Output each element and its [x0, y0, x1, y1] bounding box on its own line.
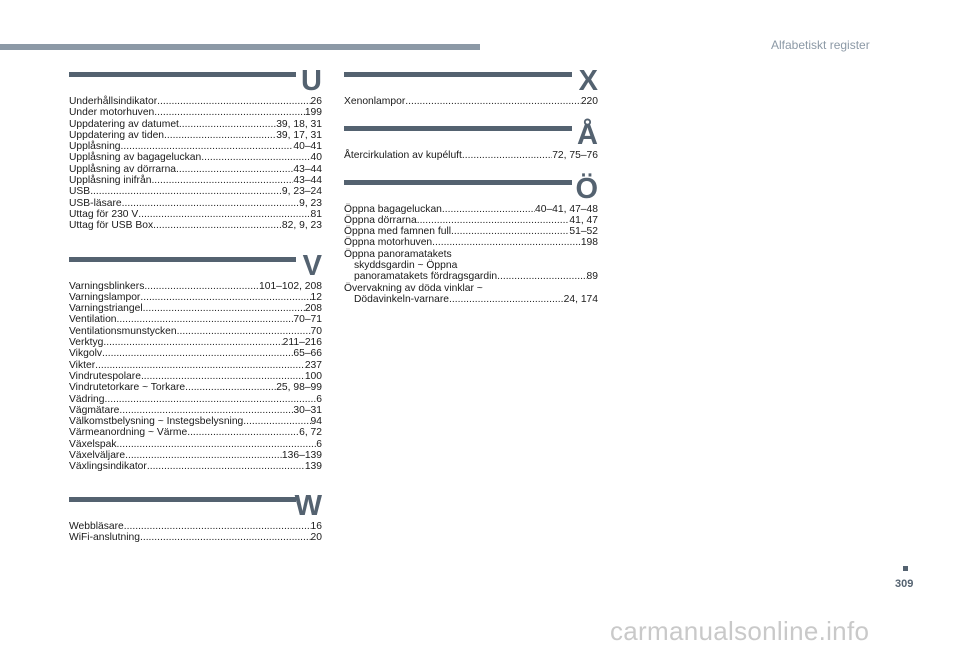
index-entry[interactable]: Öppna bagageluckan ..... 40–41, 47–48 — [344, 204, 598, 215]
index-entry[interactable]: Varningstriangel ..... 208 — [69, 303, 322, 314]
watermark: carmanualsonline.info — [610, 616, 870, 646]
index-entry[interactable]: Växlingsindikator ..... 139 — [69, 461, 322, 472]
index-entry[interactable]: Ventilation ..... 70–71 — [69, 314, 322, 325]
section-letter-x: X — [578, 65, 598, 97]
section-rule — [344, 72, 572, 77]
section-letter-oo: Ö — [575, 172, 598, 205]
index-entry[interactable]: Välkomstbelysning ~ Instegsbelysning ..... 94 — [69, 416, 322, 427]
index-entry[interactable]: Dödavinkeln-varnare ..... 24, 174 — [344, 294, 598, 305]
index-entry[interactable]: WiFi-anslutning ..... 20 — [69, 532, 322, 543]
index-entry[interactable]: Upplåsning av dörrarna ..... 43–44 — [69, 164, 322, 175]
section-letter-v: V — [302, 249, 322, 282]
index-entry[interactable]: Uppdatering av datumet ..... 39, 18, 31 — [69, 119, 322, 130]
index-entry[interactable]: Webbläsare ..... 16 — [69, 521, 322, 532]
index-entry[interactable]: Upplåsning ..... 40–41 — [69, 141, 322, 152]
section-rule — [69, 72, 296, 77]
entries-oo — [344, 204, 598, 306]
index-entry[interactable]: USB-läsare ..... 9, 23 — [69, 198, 322, 209]
section-header-aa — [344, 119, 598, 152]
index-entry[interactable]: Under motorhuven ..... 199 — [69, 107, 322, 118]
index-entry[interactable]: Uttag för 230 V ..... 81 — [69, 209, 322, 220]
index-entry[interactable]: Upplåsning av bagageluckan ..... 40 — [69, 152, 322, 163]
index-entry[interactable]: Varningslampor ..... 12 — [69, 292, 322, 303]
index-entry[interactable]: Vikgolv ..... 65–66 — [69, 348, 322, 359]
index-entry[interactable]: Upplåsning inifrån ..... 43–44 — [69, 175, 322, 186]
index-entry[interactable]: Verktyg ..... 211–216 — [69, 337, 322, 348]
index-entry[interactable]: panoramatakets fördragsgardin ..... 89 — [344, 271, 598, 282]
section-rule — [69, 497, 296, 502]
index-entry[interactable]: Vägmätare ..... 30–31 — [69, 405, 322, 416]
index-entry[interactable]: Uttag för USB Box ..... 82, 9, 23 — [69, 220, 322, 231]
index-entry[interactable]: Vindrutetorkare ~ Torkare ..... 25, 98–99 — [69, 382, 322, 393]
section-rule — [69, 257, 296, 262]
index-column-left — [69, 65, 322, 543]
index-entry[interactable]: Växelväljare ..... 136–139 — [69, 450, 322, 461]
entries-u — [69, 96, 322, 232]
section-header-oo — [344, 172, 598, 205]
index-entry[interactable]: Uppdatering av tiden ..... 39, 17, 31 — [69, 130, 322, 141]
section-header-v — [69, 249, 322, 282]
section-header-u — [69, 65, 322, 97]
index-entry[interactable]: Vädring ..... 6 — [69, 394, 322, 405]
index-entry[interactable]: Öppna dörrarna ..... 41, 47 — [344, 215, 598, 226]
entries-x — [344, 96, 598, 107]
index-entry[interactable]: Vindrutespolare ..... 100 — [69, 371, 322, 382]
section-letter-w: W — [294, 489, 322, 522]
entries-w — [69, 521, 322, 544]
section-header-w — [69, 489, 322, 522]
section-letter-u: U — [301, 65, 322, 97]
index-entry[interactable]: Varningsblinkers ..... 101–102, 208 — [69, 281, 322, 292]
index-entry[interactable]: Återcirkulation av kupéluft ..... 72, 75–76 — [344, 150, 598, 161]
index-entry-heading[interactable]: Övervakning av döda vinklar ~ — [344, 282, 483, 294]
section-rule — [344, 126, 572, 131]
index-entry[interactable]: Växelspak ..... 6 — [69, 439, 322, 450]
index-entry[interactable]: Ventilationsmunstycken ..... 70 — [69, 326, 322, 337]
section-letter-aa: Å — [577, 119, 598, 152]
index-entry[interactable]: Vikter ..... 237 — [69, 360, 322, 371]
index-entry-continuation: skyddsgardin ~ Öppna — [354, 260, 458, 272]
index-entry-heading[interactable]: Öppna panoramatakets — [344, 248, 452, 260]
section-header-x — [344, 65, 598, 97]
index-entry[interactable]: USB ..... 9, 23–24 — [69, 186, 322, 197]
section-rule — [344, 180, 572, 185]
end-marker — [903, 566, 908, 571]
header-title: Alfabetiskt register — [771, 38, 870, 52]
header-bar — [0, 44, 480, 50]
index-entry[interactable]: Värmeanordning ~ Värme ..... 6, 72 — [69, 427, 322, 438]
page-number: 309 — [895, 578, 914, 590]
index-entry[interactable]: Öppna motorhuven ..... 198 — [344, 237, 598, 248]
index-entry[interactable]: Underhållsindikator ..... 26 — [69, 96, 322, 107]
index-entry[interactable]: Xenonlampor ..... 220 — [344, 96, 598, 107]
entries-v — [69, 281, 322, 473]
index-entry[interactable]: Öppna med famnen full ..... 51–52 — [344, 226, 598, 237]
entries-aa — [344, 150, 598, 161]
index-column-right — [344, 65, 598, 305]
